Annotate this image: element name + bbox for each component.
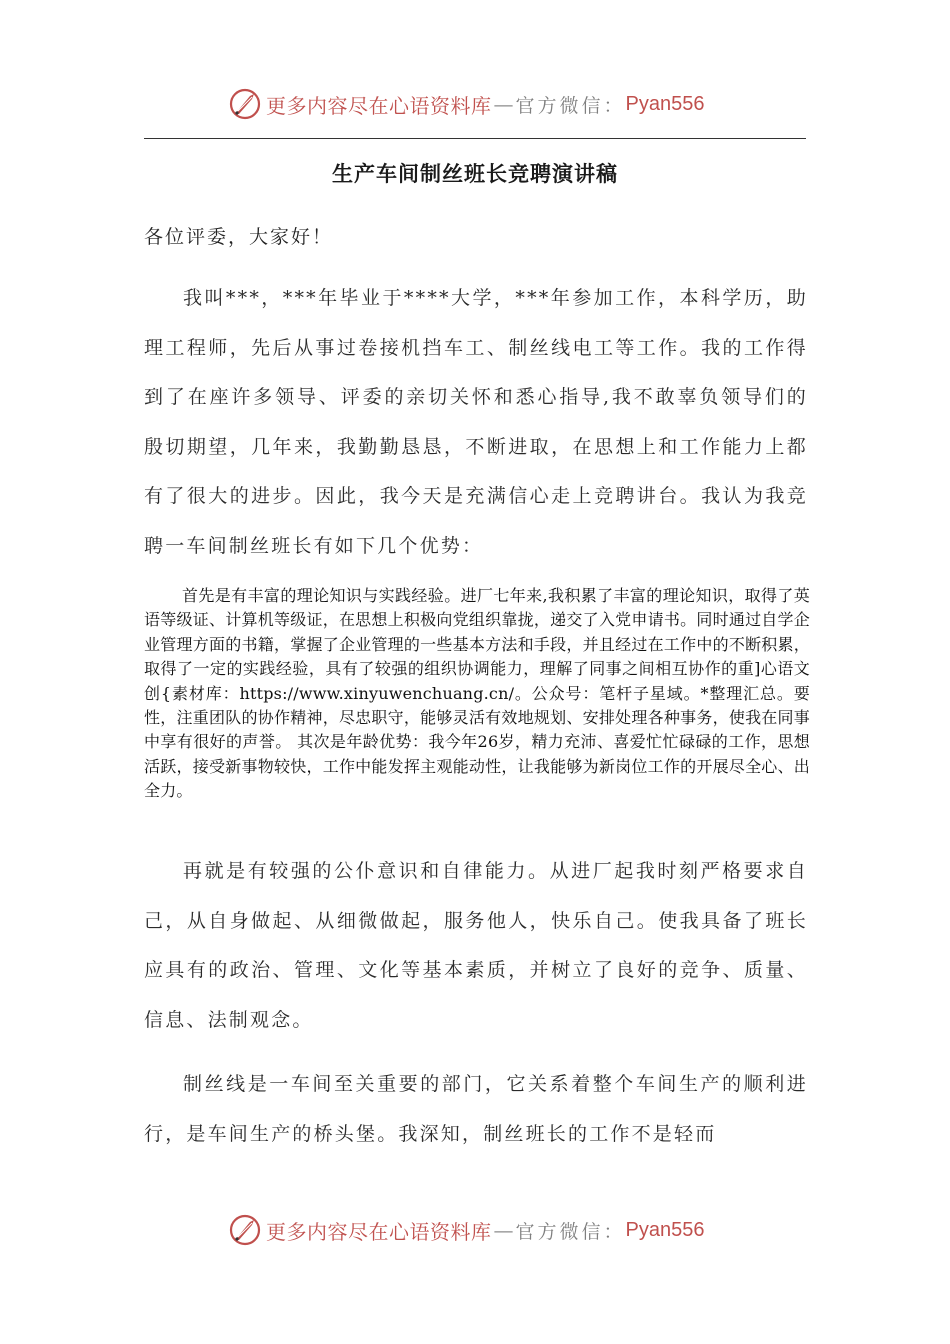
banner-brand-text: 更多内容尽在心语资料库 bbox=[266, 1219, 492, 1244]
paragraph-production-line: 制丝线是一车间至关重要的部门，它关系着整个车间生产的顺利进行，是车间生产的桥头堡。我深知，制丝班长的工作不是轻而 bbox=[144, 1073, 808, 1145]
banner-brand-text: 更多内容尽在心语资料库 bbox=[266, 93, 492, 118]
banner-dash: — bbox=[493, 92, 514, 116]
header-banner bbox=[228, 86, 728, 122]
banner-wechat-id: Pyan556 bbox=[625, 1218, 705, 1241]
quill-pen-logo-icon bbox=[228, 87, 262, 121]
paragraph-self-discipline: 再就是有较强的公仆意识和自律能力。从进厂起我时刻严格要求自己，从自身做起、从细微做起，服务他人，快乐自己。使我具备了班长应具有的政治、管理、文化等基本素质，并树立了良好的竞争、质量、信息、法制观念。 bbox=[144, 860, 808, 1031]
footer-banner bbox=[228, 1212, 728, 1248]
banner-dash: — bbox=[493, 1218, 514, 1242]
banner-wechat-id: Pyan556 bbox=[625, 92, 705, 115]
header-divider bbox=[144, 138, 806, 139]
banner-official-label: 官方微信： bbox=[515, 1220, 626, 1243]
paragraph-advantages: 首先是有丰富的理论知识与实践经验。进厂七年来,我积累了丰富的理论知识，取得了英语等级证、计算机等级证，在思想上积极向党组织靠拢，递交了入党申请书。同时通过自学企业管理方面的书籍，掌握了企业管理的一些基本方法和手段，并且经过在工作中的不断积累，取得了一定的实践经验，具有了较强的组织协调能力，理解了同事之间相互协作的重]心语文创{素材库：https://www.xinyuwenchuang.cn/。公众号：笔杆子星域。*整理汇总。要性，注重团队的协作精神，尽忠职守，能够灵活有效地规划、安排处理各种事务，使我在同事中享有很好的声誉。 其次是年龄优势：我今年26岁，精力充沛、喜爱忙忙碌碌的工作，思想活跃，接受新事物较快，工作中能发挥主观能动性，让我能够为新岗位工作的开展尽全心、出全力。 bbox=[144, 586, 810, 801]
quill-pen-logo-icon bbox=[228, 1213, 262, 1247]
document-title: 生产车间制丝班长竞聘演讲稿 bbox=[332, 162, 618, 186]
greeting-line: 各位评委，大家好！ bbox=[144, 226, 334, 248]
banner-official-label: 官方微信： bbox=[515, 94, 626, 117]
paragraph-intro: 我叫***，***年毕业于****大学，***年参加工作，本科学历，助理工程师，先后从事过卷接机挡车工、制丝线电工等工作。我的工作得到了在座许多领导、评委的亲切关怀和悉心指导,我不敢辜负领导们的殷切期望，几年来，我勤勤恳恳，不断进取，在思想上和工作能力上都有了很大的进步。因此，我今天是充满信心走上竞聘讲台。我认为我竞聘一车间制丝班长有如下几个优势： bbox=[144, 287, 808, 557]
